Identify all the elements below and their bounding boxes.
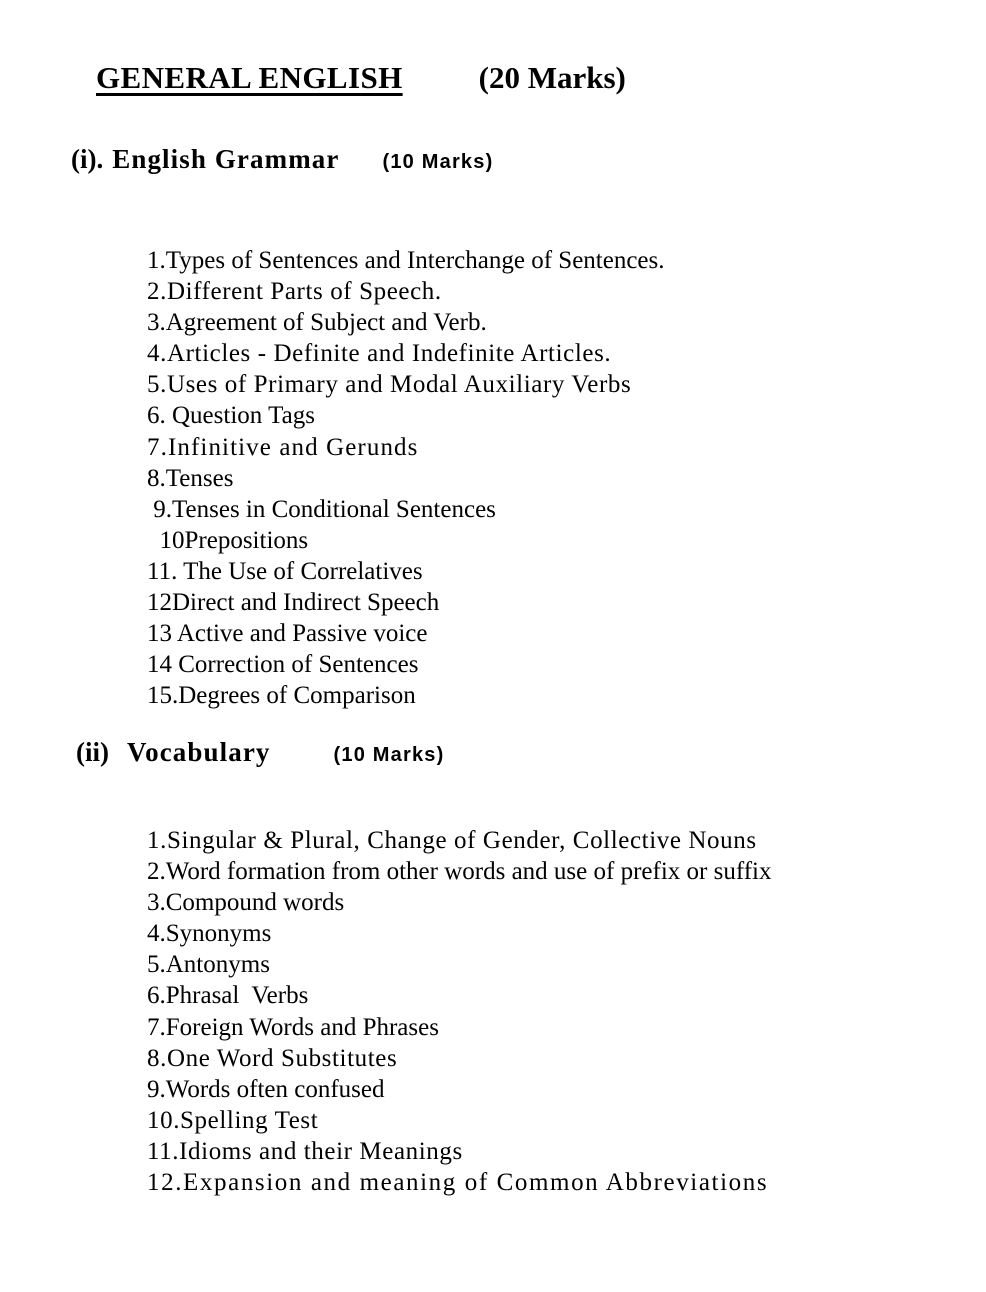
list-item: 12.Expansion and meaning of Common Abbreviations bbox=[147, 1169, 769, 1197]
list-item: 10.Spelling Test bbox=[147, 1106, 319, 1134]
section-heading-vocabulary bbox=[76, 739, 444, 766]
list-item: 11. The Use of Correlatives bbox=[147, 557, 423, 585]
section-number-grammar: (i). bbox=[71, 144, 104, 174]
topic-list-vocabulary bbox=[147, 825, 771, 1198]
list-item: 4.Synonyms bbox=[147, 920, 272, 948]
list-item: 7.Infinitive and Gerunds bbox=[147, 433, 419, 461]
list-item: 12Direct and Indirect Speech bbox=[147, 589, 440, 617]
list-item: 4.Articles - Definite and Indefinite Articles. bbox=[147, 340, 612, 368]
list-item: 11.Idioms and their Meanings bbox=[147, 1137, 463, 1165]
list-item: 1.Singular & Plural, Change of Gender, Collective Nouns bbox=[147, 827, 757, 854]
section-heading-english-grammar bbox=[71, 146, 493, 173]
document-title-row bbox=[96, 62, 626, 93]
list-item: 5.Antonyms bbox=[147, 951, 270, 979]
list-item: 2.Different Parts of Speech. bbox=[147, 278, 442, 306]
list-item: 8.One Word Substitutes bbox=[147, 1044, 398, 1072]
list-item: 9.Words often confused bbox=[147, 1075, 385, 1103]
list-item: 7.Foreign Words and Phrases bbox=[147, 1013, 439, 1041]
section-number-vocabulary: (ii) bbox=[76, 737, 109, 767]
list-item: 3.Agreement of Subject and Verb. bbox=[147, 309, 487, 337]
list-item: 2.Word formation from other words and use of prefix or suffix bbox=[147, 858, 772, 886]
list-item: 10Prepositions bbox=[147, 526, 309, 554]
list-item: 14 Correction of Sentences bbox=[147, 651, 419, 679]
total-marks-label: (20 Marks) bbox=[478, 60, 626, 95]
list-item: 9.Tenses in Conditional Sentences bbox=[147, 495, 496, 523]
section-marks-vocabulary: (10 Marks) bbox=[333, 744, 445, 766]
list-item: 3.Compound words bbox=[147, 889, 345, 917]
list-item: 6.Phrasal Verbs bbox=[147, 982, 309, 1010]
list-item: 13 Active and Passive voice bbox=[147, 620, 428, 648]
list-item: 6. Question Tags bbox=[147, 402, 315, 430]
list-item: 1.Types of Sentences and Interchange of Sentences. bbox=[147, 247, 665, 274]
section-title-vocabulary: Vocabulary bbox=[127, 737, 271, 767]
section-marks-grammar: (10 Marks) bbox=[382, 151, 494, 173]
list-item: 15.Degrees of Comparison bbox=[147, 682, 416, 710]
list-item: 8.Tenses bbox=[147, 464, 234, 492]
topic-list-grammar bbox=[147, 245, 665, 711]
section-title-grammar: English Grammar bbox=[112, 144, 340, 174]
page-title: GENERAL ENGLISH bbox=[96, 60, 403, 95]
list-item: 5.Uses of Primary and Modal Auxiliary Verbs bbox=[147, 371, 632, 399]
